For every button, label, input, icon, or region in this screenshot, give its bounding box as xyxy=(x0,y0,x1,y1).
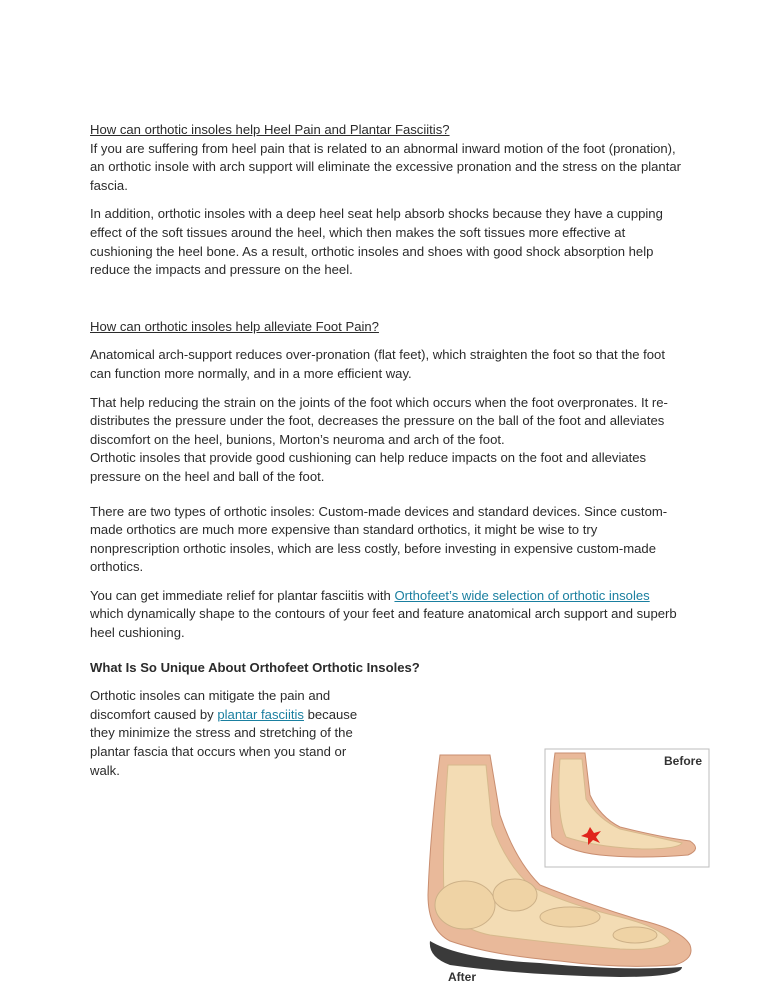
after-label: After xyxy=(448,970,477,984)
midfoot-bone xyxy=(493,879,537,911)
toe-bone xyxy=(613,927,657,943)
section-heading-foot-pain: How can orthotic insoles help alleviate Foot Pain? xyxy=(90,318,379,334)
paragraph: Orthotic insoles that provide good cushioning can help reduce impacts on the foot and alleviates pressure on the heel and ball of the foot. xyxy=(90,450,647,484)
plantar-fasciitis-link[interactable]: plantar fasciitis xyxy=(217,706,304,722)
before-label: Before xyxy=(664,754,703,768)
text: You can get immediate relief for plantar fasciitis with xyxy=(90,587,395,603)
paragraph: In addition, orthotic insoles with a deep heel seat help absorb shocks because they have a cupping effect of the soft tissues around the heel, which then makes the soft tissues more effective at cushioning the heel bone. As a result, orthotic insoles and shoes with good shock absorption help reduce the impacts and pressure on the heel. xyxy=(90,206,663,278)
section-heading-unique: What Is So Unique About Orthofeet Orthotic Insoles? xyxy=(90,659,420,675)
metatarsal-bone xyxy=(540,907,600,927)
foot-illustration xyxy=(420,745,712,985)
text: which dynamically shape to the contours of your feet and feature anatomical arch support and superb heel cushioning. xyxy=(90,606,677,641)
paragraph: There are two types of orthotic insoles: Custom-made devices and standard devices. Since custom-made orthotics are much more expensive than standard orthotics, it might be wise to try nonprescription orthotic insoles, which are less costly, before investing in expensive custom-made orthotics. xyxy=(90,503,668,575)
paragraph: Anatomical arch-support reduces over-pronation (flat feet), which straighten the foot so that the foot can function more normally, and in a more efficient way. xyxy=(90,347,665,381)
orthofeet-insoles-link[interactable]: Orthofeet’s wide selection of orthotic insoles xyxy=(394,587,650,603)
document-body xyxy=(90,121,682,780)
paragraph: That help reducing the strain on the joints of the foot which occurs when the foot overpronates. It re-distributes the pressure under the foot, decreases the pressure on the ball of the foot and alleviates discomfort on the heel, bunions, Morton’s neuroma and arch of the foot. xyxy=(90,394,668,447)
text: because they minimize the stress and stretching of the plantar fascia that occurs when you stand or walk. xyxy=(90,706,358,778)
paragraph: If you are suffering from heel pain that is related to an abnormal inward motion of the foot (pronation), an orthotic insole with arch support will eliminate the excessive pronation and the stress on the plantar fascia. xyxy=(90,140,681,193)
paragraph-unique xyxy=(90,687,375,780)
text: Orthotic insoles can mitigate the pain and discomfort caused by xyxy=(90,688,331,722)
heel-bone xyxy=(435,881,495,929)
paragraph-orthofeet xyxy=(90,587,682,643)
section-heading-heel-pain: How can orthotic insoles help Heel Pain and Plantar Fasciitis? xyxy=(90,122,450,137)
foot-diagram xyxy=(420,745,712,985)
